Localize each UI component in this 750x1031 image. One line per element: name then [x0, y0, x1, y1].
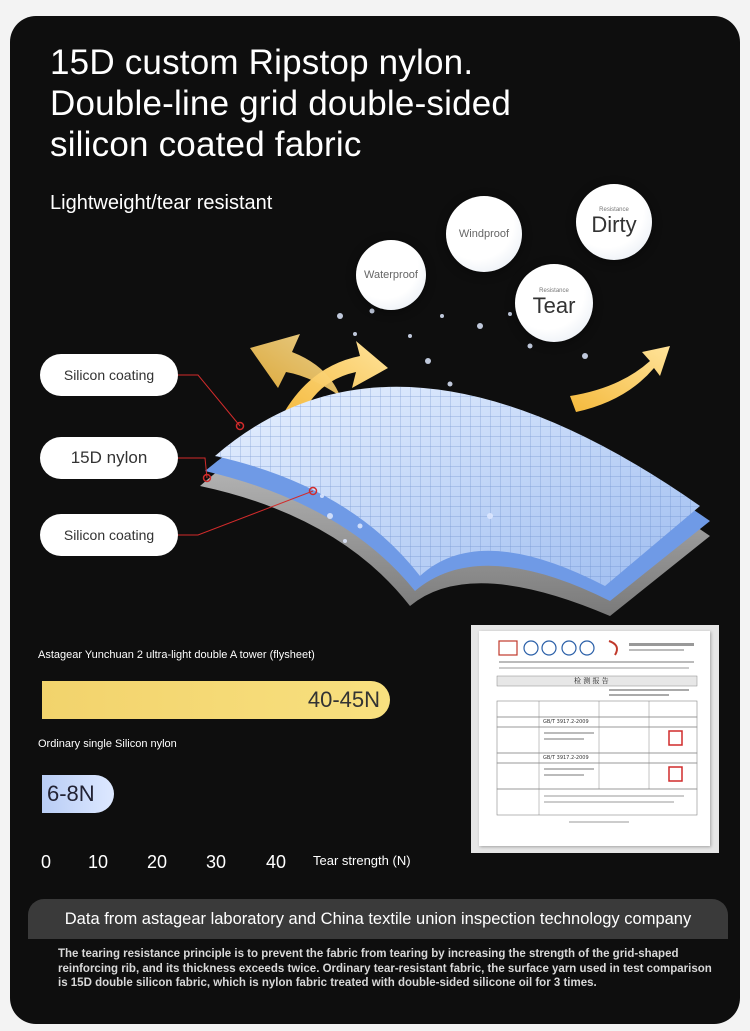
tear-bubble [515, 264, 593, 342]
report-highlight-2 [669, 767, 682, 781]
subhead: Lightweight/tear resistant [50, 192, 273, 214]
report-line-1: GB/T 3917.2-2009 [543, 719, 589, 725]
product-card [10, 16, 740, 1024]
x-tick-10: 10 [88, 852, 109, 872]
astagear-bar-value: 40-45N [307, 687, 380, 712]
x-tick-30: 30 [206, 852, 227, 872]
report-highlight-1 [669, 731, 682, 745]
dirty-label: Dirty [591, 212, 637, 237]
x-tick-20: 20 [147, 852, 168, 872]
headline-line-2: Double-line grid double-sided [50, 84, 512, 123]
waterproof-label: Waterproof [363, 269, 418, 281]
data-source-banner: Data from astagear laboratory and China textile union inspection technology company [28, 899, 728, 939]
report-title: 检 测 报 告 [574, 677, 609, 685]
description-text: The tearing resistance principle is to prevent the fabric from tearing by increasing the strength of the grid-shaped reinforcing rib, and its thickness exceeds twice. Ordinary tear-resistant fabric, the surface yarn used in test comparison is 15D double silicon fabric, which is nylon fabric treated with double-sided silicone oil for 3 times. [58, 948, 712, 989]
astagear-bar [42, 681, 390, 719]
x-tick-40: 40 [266, 852, 287, 872]
ordinary-bar [42, 775, 114, 813]
tear-label: Tear [532, 293, 576, 318]
x-axis-title: Tear strength (N) [313, 853, 411, 868]
report-paper [479, 631, 710, 846]
dirty-bubble [576, 184, 652, 260]
silicon-coating-bottom-pill: Silicon coating [40, 514, 178, 556]
report-line-2: GB/T 3917.2-2009 [543, 755, 589, 761]
silicon-coating-top-pill: Silicon coating [40, 354, 178, 396]
report-graphic [479, 631, 710, 846]
tear-small-label: Resistance [539, 288, 569, 294]
test-report-image [471, 625, 719, 853]
windproof-bubble [446, 196, 522, 272]
left-arrow-head [250, 334, 340, 396]
astagear-series-label: Astagear Yunchuan 2 ultra-light double A tower (flysheet) [38, 649, 315, 661]
x-tick-0: 0 [41, 852, 52, 872]
ordinary-series-label: Ordinary single Silicon nylon [38, 738, 177, 750]
nylon-pill: 15D nylon [40, 437, 178, 479]
dirty-small-label: Resistance [599, 207, 629, 213]
windproof-label: Windproof [458, 228, 510, 240]
ordinary-bar-value: 6-8N [47, 781, 95, 806]
headline-line-1: 15D custom Ripstop nylon. [50, 43, 474, 82]
waterproof-bubble [356, 240, 426, 310]
headline-line-3: silicon coated fabric [50, 125, 362, 164]
